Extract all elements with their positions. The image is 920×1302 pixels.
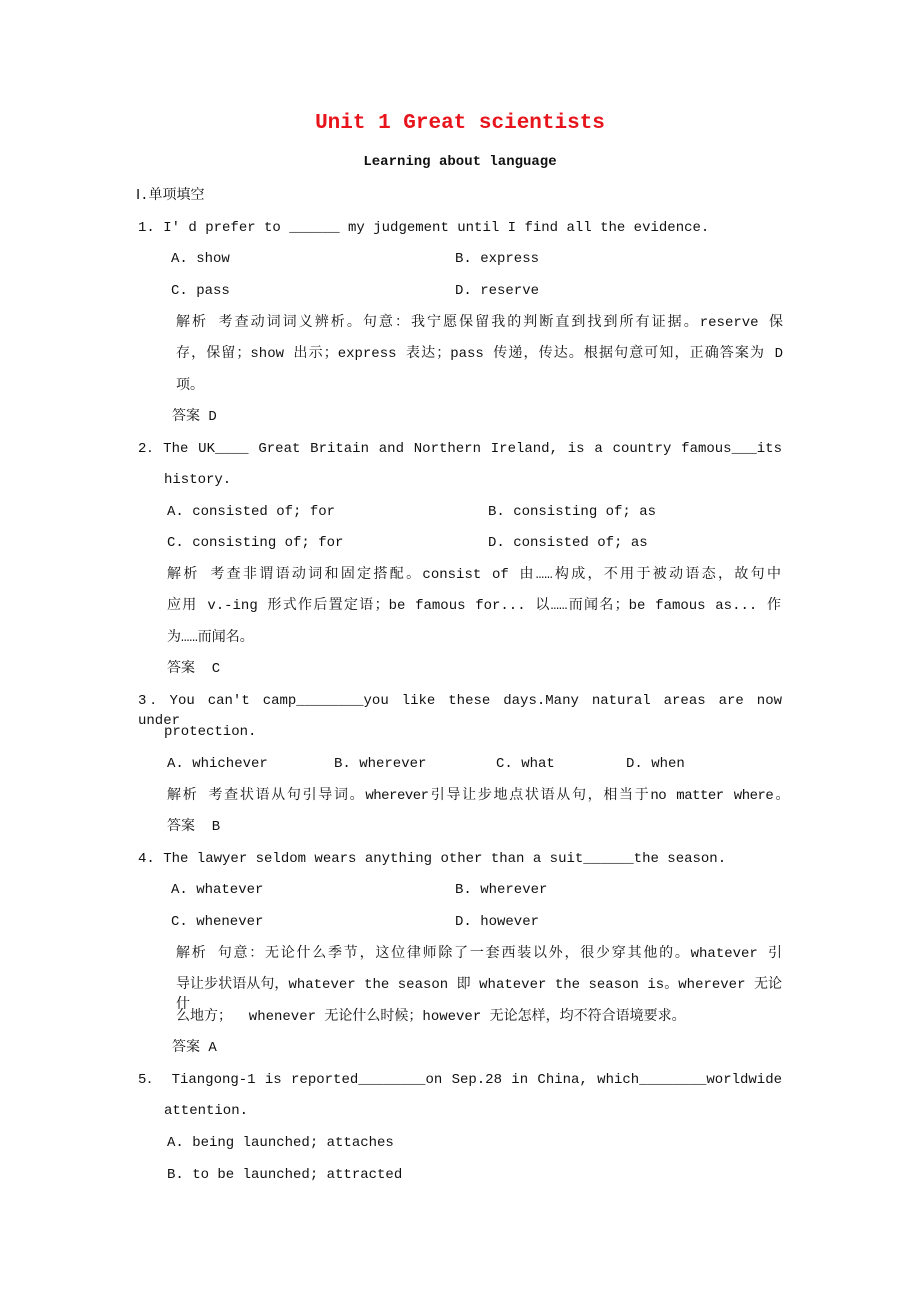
analysis-line: 解析 考查状语从句引导词。wherever引导让步地点状语从句，相当于no matter where。 xyxy=(167,788,789,804)
option-a: A. whichever xyxy=(167,756,268,772)
question-stem: 3．You can't camp________you like these days.Many natural areas are now under xyxy=(138,693,782,729)
answer: 答案 A xyxy=(172,1040,217,1056)
analysis-line: 么地方； whenever 无论什么时候；however 无论怎样，均不符合语境要求。 xyxy=(176,1009,686,1025)
answer: 答案 B xyxy=(167,819,221,835)
question-stem: protection. xyxy=(164,724,257,740)
option-b: B. consisting of; as xyxy=(488,504,657,520)
option-c: C. pass xyxy=(171,283,230,299)
question-stem: 5． Tiangong-1 is reported________on Sep.28 in China, which________worldwide xyxy=(138,1072,782,1088)
option-a: A. whatever xyxy=(171,882,264,898)
analysis-line: 解析 考查非谓语动词和固定搭配。consist of 由……构成，不用于被动语态，故句中 xyxy=(167,567,781,583)
option-d: D. when xyxy=(626,756,685,772)
analysis-line: 应用 v.-ing 形式作后置定语；be famous for... 以……而闻名；be famous as... 作 xyxy=(167,598,781,614)
option-c: C. whenever xyxy=(171,914,264,930)
question-stem: 2．The UK____ Great Britain and Northern Ireland, is a country famous___its xyxy=(138,441,782,457)
document-title: Unit 1 Great scientists xyxy=(315,112,605,135)
analysis-line: 为……而闻名。 xyxy=(167,630,254,646)
option-a: A. show xyxy=(171,251,230,267)
question-stem: 1. I' d prefer to ______ my judgement until I find all the evidence. xyxy=(138,220,710,236)
analysis-line: 解析 句意：无论什么季节，这位律师除了一套西装以外，很少穿其他的。whatever 引 xyxy=(176,946,782,962)
option-b: B. express xyxy=(455,251,540,267)
analysis-line: 解析 考查动词词义辨析。句意：我宁愿保留我的判断直到找到所有证据。reserve 保 xyxy=(176,315,783,331)
option-d: D. consisted of; as xyxy=(488,535,648,551)
question-stem: 4. The lawyer seldom wears anything other than a suit______the season. xyxy=(138,851,727,867)
analysis-line: 导让步状语从句，whatever the season 即 whatever the season is。wherever 无论什 xyxy=(176,977,782,1013)
answer: 答案 D xyxy=(172,409,217,425)
question-stem: attention. xyxy=(164,1103,249,1119)
option-d: D. however xyxy=(455,914,540,930)
analysis-line: 项。 xyxy=(176,378,204,394)
option-c: C. what xyxy=(496,756,555,772)
option-d: D. reserve xyxy=(455,283,540,299)
document-subtitle: Learning about language xyxy=(363,154,557,170)
question-stem: history. xyxy=(164,472,232,488)
option-a: A. consisted of; for xyxy=(167,504,336,520)
option-b: B. to be launched; attracted xyxy=(167,1167,403,1183)
section-heading: Ⅰ.单项填空 xyxy=(136,188,205,204)
option-c: C. consisting of; for xyxy=(167,535,344,551)
option-b: B. wherever xyxy=(334,756,427,772)
answer: 答案 C xyxy=(167,661,221,677)
option-b: B. wherever xyxy=(455,882,548,898)
analysis-line: 存，保留；show 出示；express 表达；pass 传递，传达。根据句意可知，正确答案为 D xyxy=(176,346,783,362)
option-a: A. being launched; attaches xyxy=(167,1135,394,1151)
